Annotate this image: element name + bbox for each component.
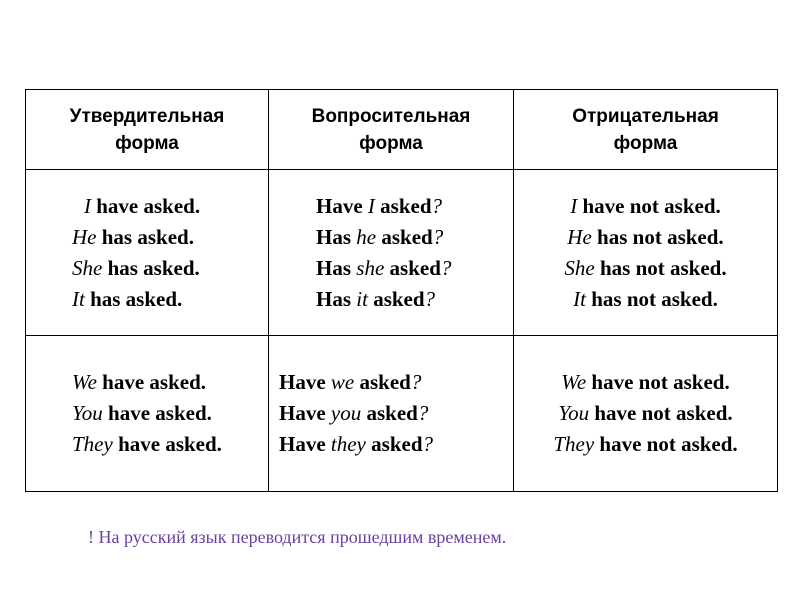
affirmative-singular-cell — [26, 170, 269, 336]
verb-segment: Has — [316, 224, 352, 249]
verb-segment: Have — [279, 401, 326, 425]
sentence-line — [72, 367, 268, 398]
sentence-line — [514, 367, 777, 398]
pronoun-segment: He — [72, 224, 102, 249]
grammar-table — [25, 89, 778, 492]
verb-segment: asked — [359, 370, 411, 394]
pronoun-segment: ? — [422, 432, 433, 456]
header-line: Вопросительная — [311, 105, 471, 127]
pronoun-segment: ? — [440, 255, 452, 280]
pronoun-segment: They — [553, 432, 600, 456]
pronoun-segment: It — [72, 286, 91, 311]
sentence-line — [72, 398, 268, 429]
pronoun-segment: we — [325, 370, 360, 394]
negative-singular-cell — [514, 170, 778, 336]
verb-segment: has asked. — [90, 286, 183, 311]
sentence-line — [279, 367, 513, 398]
verb-segment: has asked. — [101, 224, 194, 249]
pronoun-segment: She — [72, 255, 108, 280]
sentence-line — [316, 191, 513, 222]
verb-segment: asked — [381, 224, 433, 249]
pronoun-segment: We — [561, 370, 592, 394]
verb-segment: have asked. — [118, 432, 222, 456]
sentence-line — [279, 398, 513, 429]
header-negative — [514, 90, 778, 170]
verb-segment: have not asked. — [599, 432, 738, 456]
verb-segment: Have — [316, 193, 363, 218]
verb-segment: asked — [380, 193, 432, 218]
pronoun-segment: It — [573, 286, 592, 311]
pronoun-segment: You — [72, 401, 109, 425]
plural-row — [26, 336, 778, 492]
sentence-line — [72, 222, 268, 253]
verb-segment: asked — [389, 255, 441, 280]
verb-segment: asked — [366, 401, 418, 425]
verb-segment: asked — [371, 432, 423, 456]
verb-segment: have not asked. — [594, 401, 733, 425]
pronoun-segment: You — [558, 401, 595, 425]
pronoun-segment: she — [351, 255, 390, 280]
header-interrogative — [269, 90, 514, 170]
pronoun-segment: She — [564, 255, 600, 280]
singular-row — [26, 170, 778, 336]
verb-segment: has not asked. — [591, 286, 718, 311]
sentence-line — [514, 253, 777, 284]
header-line: Утвердительная — [69, 105, 225, 127]
pronoun-segment: I — [84, 193, 97, 218]
pronoun-segment: ? — [424, 286, 436, 311]
sentence-line — [72, 284, 268, 315]
verb-segment: has not asked. — [597, 224, 724, 249]
verb-segment: have not asked. — [591, 370, 730, 394]
interrogative-plural-cell — [269, 336, 514, 492]
verb-segment: Have — [279, 432, 326, 456]
affirmative-plural-cell — [26, 336, 269, 492]
sentence-line — [72, 429, 268, 460]
pronoun-segment: I — [570, 193, 583, 218]
pronoun-segment: I — [362, 193, 381, 218]
pronoun-segment: He — [567, 224, 598, 249]
header-line: форма — [613, 132, 678, 154]
sentence-line — [72, 253, 268, 284]
sentence-line — [72, 191, 268, 222]
verb-segment: Has — [316, 255, 352, 280]
verb-segment: has not asked. — [599, 255, 727, 280]
negative-plural-cell — [514, 336, 778, 492]
pronoun-segment: you — [325, 401, 367, 425]
verb-segment: have asked. — [108, 401, 212, 425]
pronoun-segment: it — [351, 286, 374, 311]
pronoun-segment: he — [351, 224, 382, 249]
pronoun-segment: they — [325, 432, 372, 456]
sentence-line — [316, 253, 513, 284]
sentence-line — [279, 429, 513, 460]
interrogative-singular-cell — [269, 170, 514, 336]
verb-segment: have not asked. — [582, 193, 721, 218]
pronoun-segment: ? — [432, 224, 444, 249]
verb-segment: Has — [316, 286, 352, 311]
sentence-line — [514, 284, 777, 315]
pronoun-segment: ? — [431, 193, 443, 218]
pronoun-segment: They — [72, 432, 119, 456]
sentence-line — [514, 429, 777, 460]
sentence-line — [514, 191, 777, 222]
verb-segment: asked — [373, 286, 425, 311]
sentence-line — [316, 284, 513, 315]
verb-segment: have asked. — [96, 193, 201, 218]
pronoun-segment: We — [72, 370, 103, 394]
header-line: Отрицательная — [572, 105, 719, 127]
verb-segment: has asked. — [107, 255, 200, 280]
translation-note: ! На русский язык переводится прошедшим временем. — [88, 527, 507, 547]
header-line: форма — [115, 132, 179, 154]
header-line: форма — [359, 132, 423, 154]
pronoun-segment: ? — [410, 370, 422, 394]
sentence-line — [514, 222, 777, 253]
header-row — [26, 90, 778, 170]
sentence-line — [514, 398, 777, 429]
pronoun-segment: ? — [417, 401, 429, 425]
sentence-line — [316, 222, 513, 253]
header-affirmative — [26, 90, 269, 170]
verb-segment: have asked. — [102, 370, 206, 394]
verb-segment: Have — [279, 370, 326, 394]
